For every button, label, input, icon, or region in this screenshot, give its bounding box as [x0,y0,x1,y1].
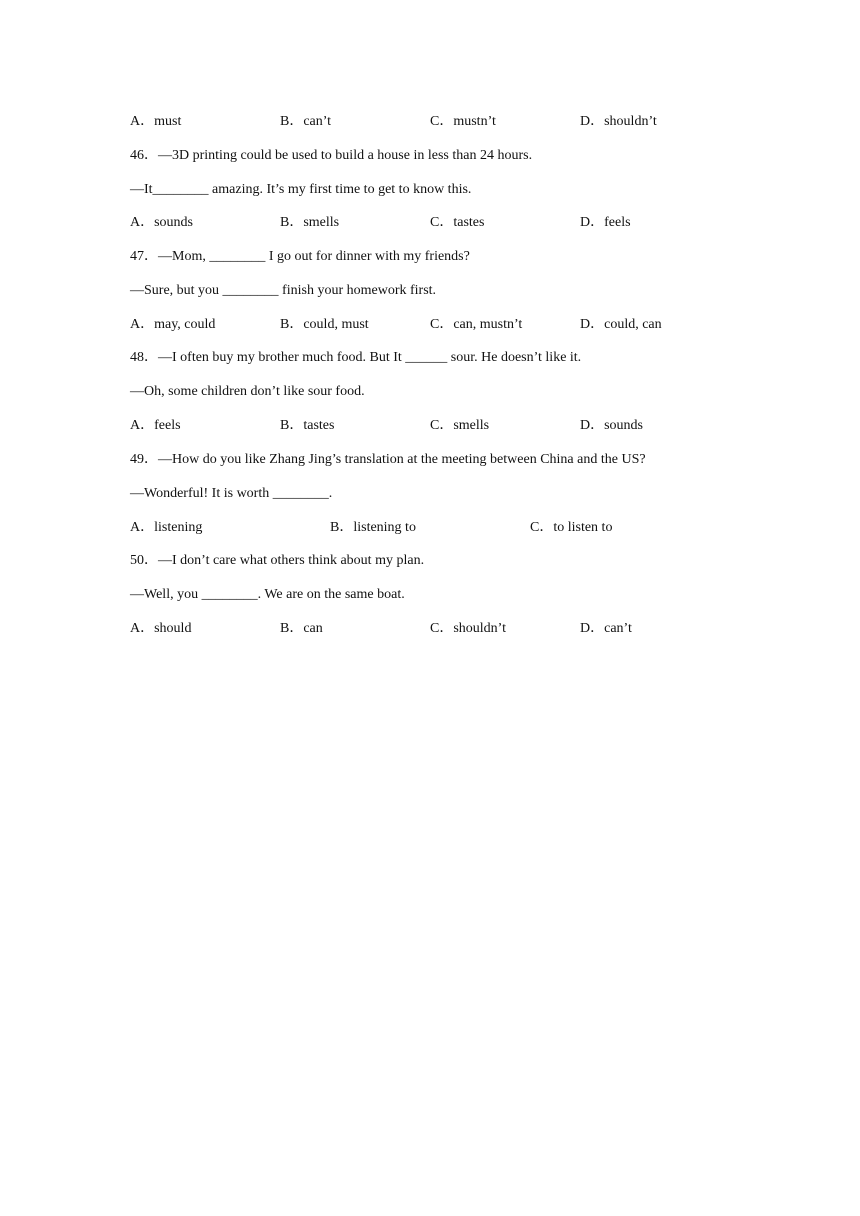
options-q45 [130,112,830,132]
question-50: 50．—I don’t care what others think about my plan. [130,553,425,568]
option-a: A．feels [130,418,181,433]
option-d: D．feels [580,215,631,230]
option-b: B．can’t [280,114,332,129]
question-48: 48．—I often buy my brother much food. But It ______ sour. He doesn’t like it. [130,350,582,365]
option-d: D．sounds [580,418,644,433]
question-46: 46．—3D printing could be used to build a house in less than 24 hours. [130,148,533,163]
options-q46 [130,213,830,233]
question-50-response: —Well, you ________. We are on the same boat. [130,587,405,602]
option-a: A．may, could [130,317,216,332]
question-46-response: —It________ amazing. It’s my first time to get to know this. [130,182,472,197]
option-a: A．sounds [130,215,194,230]
options-q48 [130,416,830,436]
option-c: C．tastes [430,215,485,230]
option-c: C．shouldn’t [430,621,506,636]
option-a: A．should [130,621,192,636]
question-49-response: —Wonderful! It is worth ________. [130,486,333,501]
option-c: C．mustn’t [430,114,496,129]
option-c: C．to listen to [530,520,613,535]
option-d: D．could, can [580,317,662,332]
options-q49 [130,518,830,538]
options-q47 [130,315,830,335]
option-b: B．smells [280,215,340,230]
option-b: B．could, must [280,317,369,332]
question-48-response: —Oh, some children don’t like sour food. [130,384,365,399]
option-a: A．must [130,114,182,129]
option-b: B．tastes [280,418,335,433]
question-47-response: —Sure, but you ________ finish your homework first. [130,283,437,298]
option-d: D．can’t [580,621,632,636]
option-c: C．smells [430,418,490,433]
options-q50 [130,619,830,639]
option-c: C．can, mustn’t [430,317,523,332]
question-47: 47．—Mom, ________ I go out for dinner with my friends? [130,249,470,264]
option-b: B．listening to [330,520,416,535]
option-a: A．listening [130,520,203,535]
question-49: 49．—How do you like Zhang Jing’s translation at the meeting between China and the US? [130,452,646,467]
option-b: B．can [280,621,323,636]
option-d: D．shouldn’t [580,114,657,129]
